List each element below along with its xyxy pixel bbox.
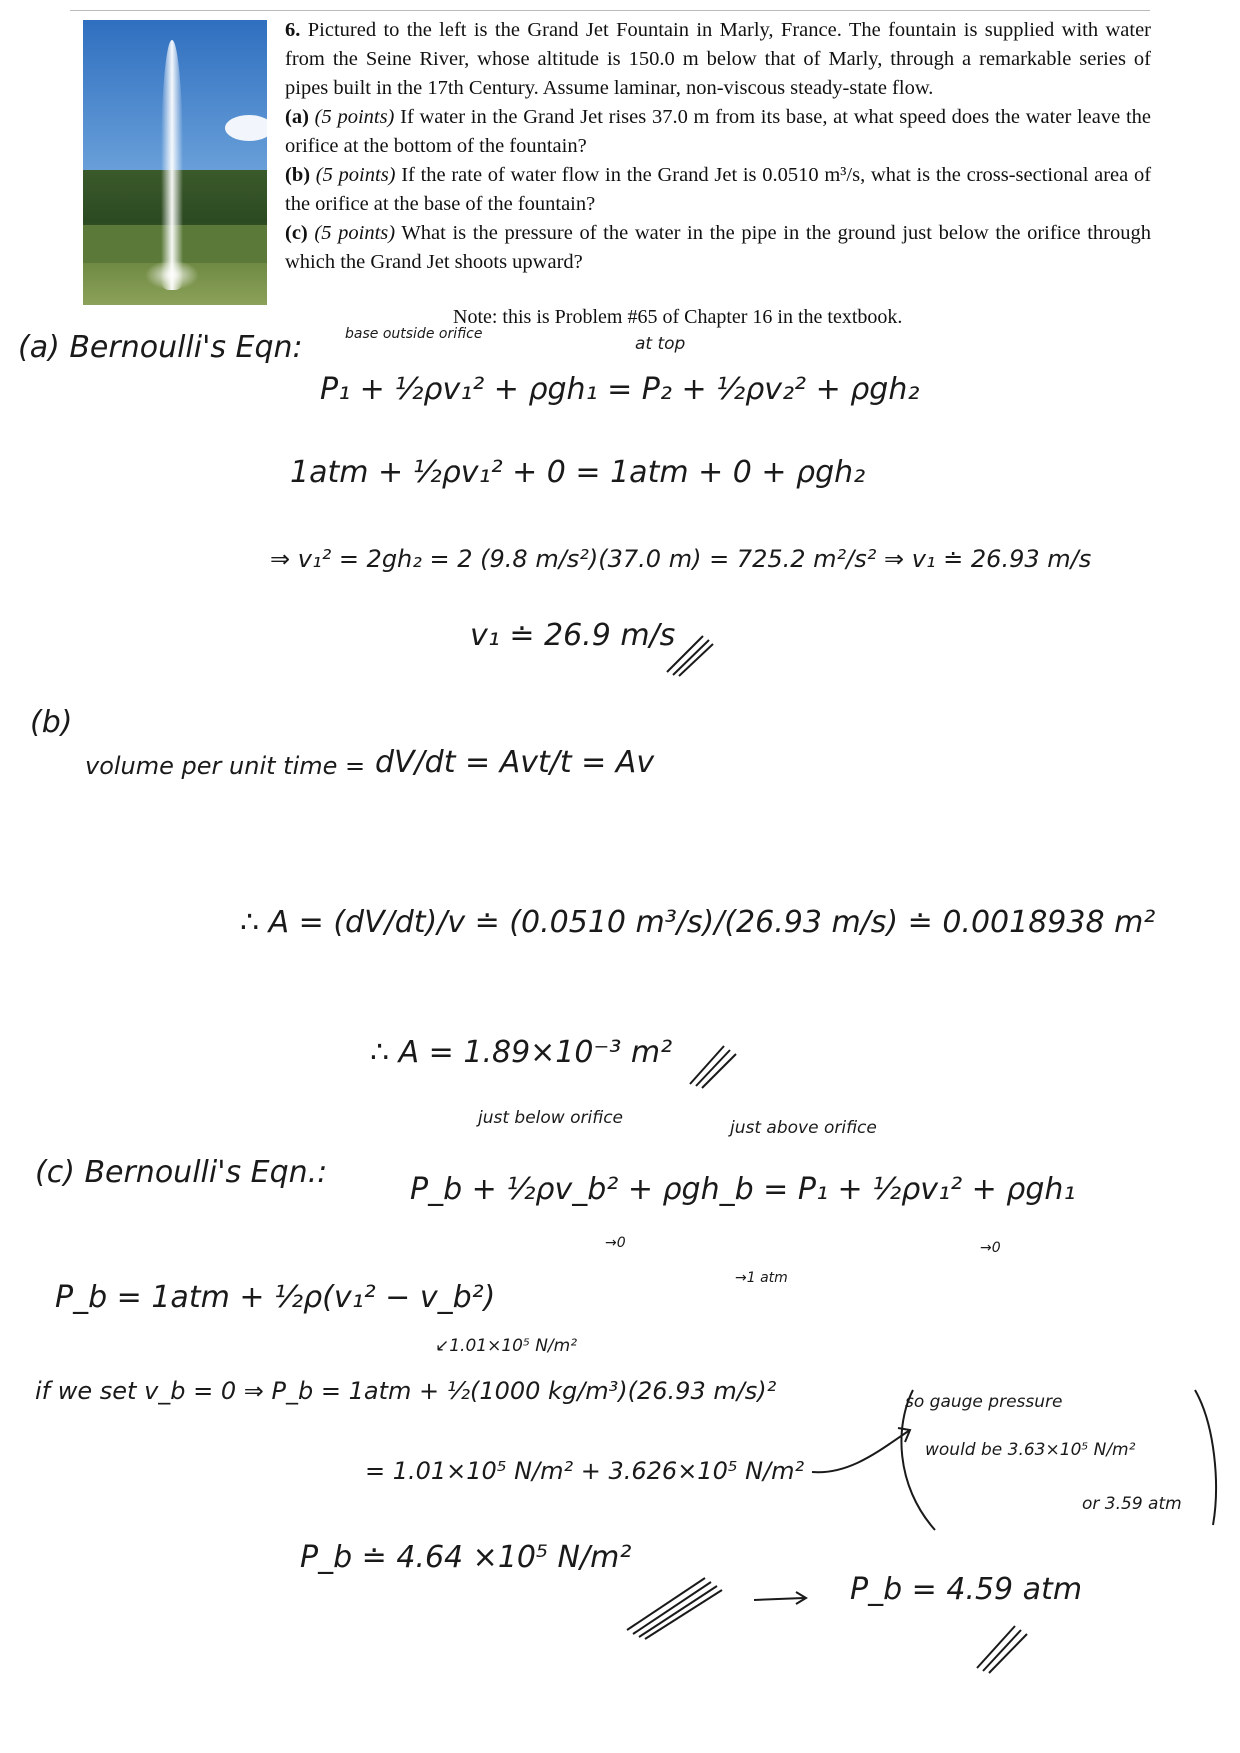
solution-c-eq1: P_b + ½ρv_b² + ρgh_b = P₁ + ½ρv₁² + ρgh₁ <box>410 1172 1076 1207</box>
gauge-note-2: would be 3.63×10⁵ N/m² <box>925 1440 1136 1460</box>
solution-c-result-atm: P_b = 4.59 atm <box>850 1572 1083 1607</box>
problem-intro <box>285 16 1151 103</box>
solution-c-atm-note: ↙1.01×10⁵ N/m² <box>435 1336 578 1356</box>
part-c-text: What is the pressure of the water in the pipe in the ground just below the orifice through which the Grand Jet shoots upward? <box>285 222 1151 273</box>
solution-c-atm-hatch <box>975 1620 1035 1675</box>
solution-c-note-zero-right: →0 <box>980 1240 1001 1256</box>
solution-a-eq2: 1atm + ½ρv₁² + 0 = 1atm + 0 + ρgh₂ <box>290 455 866 490</box>
solution-a-eq1: P₁ + ½ρv₁² + ρgh₁ = P₂ + ½ρv₂² + ρgh₂ <box>320 372 920 407</box>
solution-b-label: (b) <box>30 705 73 740</box>
solution-b-underline-hatch <box>688 1040 738 1090</box>
solution-a-result: v₁ ≐ 26.9 m/s <box>470 618 676 653</box>
photo-cloud <box>225 115 267 141</box>
part-b-text: If the rate of water flow in the Grand Jet is 0.0510 m³/s, what is the cross-sectional area of the orifice at the base of the fountain? <box>285 164 1152 215</box>
result-arrow <box>752 1588 812 1608</box>
solution-b-eq1-right: dV/dt = Avt/t = Av <box>375 745 655 780</box>
part-b <box>285 161 1151 219</box>
solution-a-label: (a) Bernoulli's Eqn: <box>18 330 303 365</box>
solution-c-underline-hatch <box>625 1570 725 1640</box>
part-a-points: (5 points) <box>314 106 395 128</box>
solution-b-eq2: ∴ A = (dV/dt)/v ≐ (0.0510 m³/s)/(26.93 m/s) ≐ 0.0018938 m² <box>240 905 1156 940</box>
photo-spray <box>145 260 199 290</box>
top-rule <box>70 10 1150 11</box>
part-b-label: (b) <box>285 164 311 186</box>
gauge-note-1: so gauge pressure <box>905 1392 1063 1412</box>
solution-c-note-left: just below orifice <box>478 1108 624 1128</box>
solution-a-note-left: base outside orifice <box>345 326 483 342</box>
solution-c-note-right: just above orifice <box>730 1118 877 1138</box>
solution-c-eq3: if we set v_b = 0 ⇒ P_b = 1atm + ½(1000 kg/m³)(26.93 m/s)² <box>35 1377 777 1405</box>
solution-b-eq1-left: volume per unit time = <box>85 752 366 780</box>
solution-a-eq3: ⇒ v₁² = 2gh₂ = 2 (9.8 m/s²)(37.0 m) = 725.2 m²/s² ⇒ v₁ ≐ 26.93 m/s <box>270 545 1092 573</box>
solution-c-eq4: = 1.01×10⁵ N/m² + 3.626×10⁵ N/m² <box>365 1457 805 1485</box>
gauge-note-3: or 3.59 atm <box>1082 1494 1182 1514</box>
part-a-text: If water in the Grand Jet rises 37.0 m from its base, at what speed does the water leave the orifice at the bottom of the fountain? <box>285 106 1152 157</box>
problem-intro-text: Pictured to the left is the Grand Jet Fountain in Marly, France. The fountain is supplied with water from the Seine River, whose altitude is 150.0 m below that of Marly, through a remarkable series of pipes built in the 17th Century. Assume laminar, non-viscous steady-state flow. <box>285 19 1151 99</box>
part-b-points: (5 points) <box>315 164 396 186</box>
solution-c-eq2: P_b = 1atm + ½ρ(v₁² − v_b²) <box>55 1280 496 1315</box>
solution-c-result: P_b ≐ 4.64 ×10⁵ N/m² <box>300 1540 632 1575</box>
problem-statement <box>285 16 1151 277</box>
problem-number: 6. <box>285 19 301 41</box>
solution-c-note-zero-left: →0 <box>605 1235 626 1251</box>
part-c-label: (c) <box>285 222 308 244</box>
textbook-note: Note: this is Problem #65 of Chapter 16 in the textbook. <box>453 306 903 328</box>
solution-c-note-atm: →1 atm <box>735 1270 788 1286</box>
photo-water-jet <box>161 40 183 290</box>
part-a <box>285 103 1151 161</box>
fountain-photo <box>83 20 267 305</box>
solution-b-result: ∴ A = 1.89×10⁻³ m² <box>370 1035 673 1070</box>
part-a-label: (a) <box>285 106 309 128</box>
solution-a-underline-hatch <box>665 632 715 677</box>
solution-c-label: (c) Bernoulli's Eqn.: <box>35 1155 328 1190</box>
part-c-points: (5 points) <box>314 222 396 244</box>
solution-a-note-right: at top <box>635 334 686 354</box>
part-c <box>285 219 1151 277</box>
